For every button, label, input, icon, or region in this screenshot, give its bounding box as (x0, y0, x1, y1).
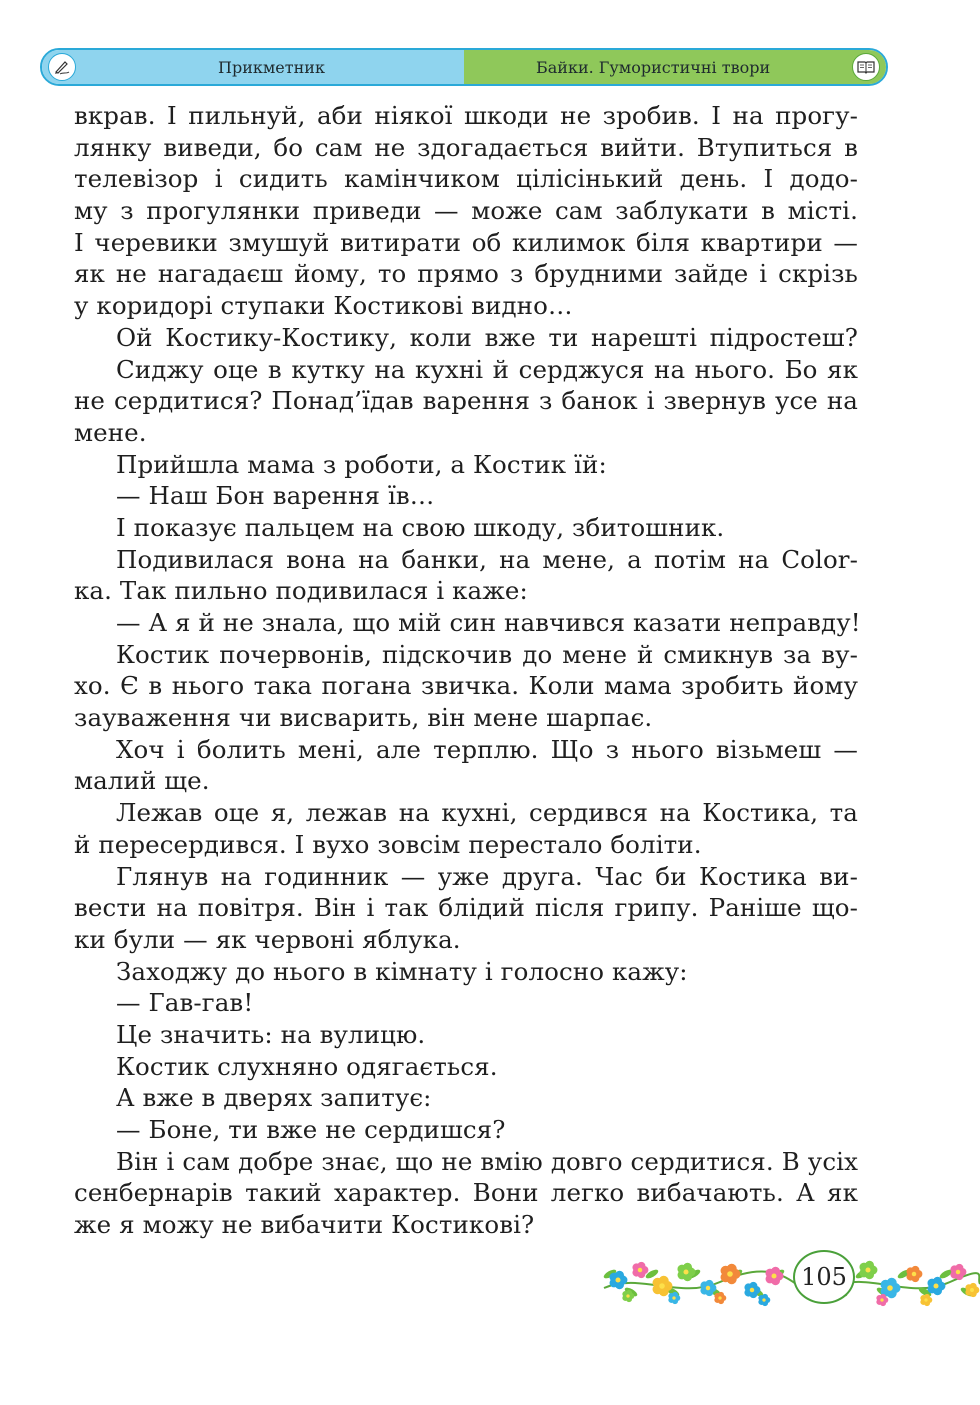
text-line: Заходжу до нього в кімнату і голосно кажу: (116, 956, 688, 986)
text-line: сенбернарів такий характер. Вони легко вибачають. А як (74, 1178, 858, 1208)
text-line: не сердитися? Понад’їдав варення з банок і звернув усе на (74, 386, 858, 416)
book-icon (852, 53, 880, 81)
header-title-right: Байки. Гумористичні твори (536, 57, 771, 77)
text-line: й пересердився. І вухо зовсім перестало боліти. (74, 829, 702, 859)
text-line: зауваження чи висварить, він мене шарпає. (74, 703, 653, 733)
text-line: Ой Костику-Костику, коли вже ти нарешті підростеш? (116, 322, 858, 352)
text-line: А вже в дверях запитує: (116, 1083, 432, 1113)
text-line: Костик слухняно одягається. (116, 1051, 498, 1081)
text-line: — Гав-гав! (116, 988, 254, 1018)
text-line: — Боне, ти вже не сердишся? (116, 1115, 506, 1144)
flower-garland-icon (600, 1242, 980, 1314)
text-line: ки були — як червоні яблука. (74, 924, 461, 954)
text-line: вести на повітря. Він і так блідий після грипу. Раніше що- (74, 893, 858, 923)
text-line: му з прогулянки приведи — може сам заблукати в місті. (74, 196, 858, 226)
text-line: Подивилася вона на банки, на мене, а потім на Color- (116, 544, 858, 574)
text-line: хо. Є в нього така погана звичка. Коли мама зробить йому (74, 671, 858, 701)
text-line: малий ще. (74, 766, 210, 796)
text-line: — Наш Бон варення їв… (116, 481, 435, 511)
text-line: Глянув на годинник — уже друга. Час би Костика ви- (116, 861, 858, 891)
text-line: Він і сам добре знає, що не вмію довго сердитися. В усіх (116, 1146, 858, 1176)
text-line: лянку виведи, бо сам не здогадається вийти. Втупиться в (74, 132, 858, 162)
text-line: мене. (74, 417, 147, 447)
text-line: Костик почервонів, підскочив до мене й смикнув за ву- (116, 639, 858, 669)
header-title-left: Прикметник (218, 57, 325, 77)
text-line: І черевики змушуй витирати об килимок біля квартири — (74, 227, 858, 257)
text-line: вкрав. І пильнуй, аби ніякої шкоди не зробив. І на прогу- (74, 101, 858, 130)
header-section-left (42, 50, 464, 84)
pen-icon (48, 53, 76, 81)
text-line: Лежав оце я, лежав на кухні, сердився на Костика, та (116, 798, 858, 828)
header-section-right (464, 50, 886, 84)
text-line: як не нагадаєш йому, то прямо з брудними зайде і скрізь (74, 259, 858, 289)
text-line: Прийшла мама з роботи, а Костик їй: (116, 449, 607, 479)
running-header (40, 48, 888, 86)
text-line: ка. Так пильно подивилася і каже: (74, 576, 528, 606)
text-line: Сиджу оце в кутку на кухні й серджуся на нього. Бо як (116, 354, 858, 384)
page-number: 105 (793, 1250, 855, 1304)
text-line: — А я й не знала, що мій син навчився казати неправду! (116, 608, 861, 637)
text-line: І показує пальцем на свою шкоду, збитошник. (116, 512, 725, 542)
text-line: же я можу не вибачити Костикові? (74, 1210, 535, 1240)
story-text (74, 100, 861, 1241)
text-line: телевізор і сидить камінчиком цілісінький день. І додо- (74, 164, 858, 194)
text-line: Це значить: на вулицю. (116, 1019, 426, 1049)
text-line: у коридорі ступаки Костикові видно… (74, 291, 573, 321)
text-line: Хоч і болить мені, але терплю. Що з нього візьмеш — (116, 734, 858, 764)
